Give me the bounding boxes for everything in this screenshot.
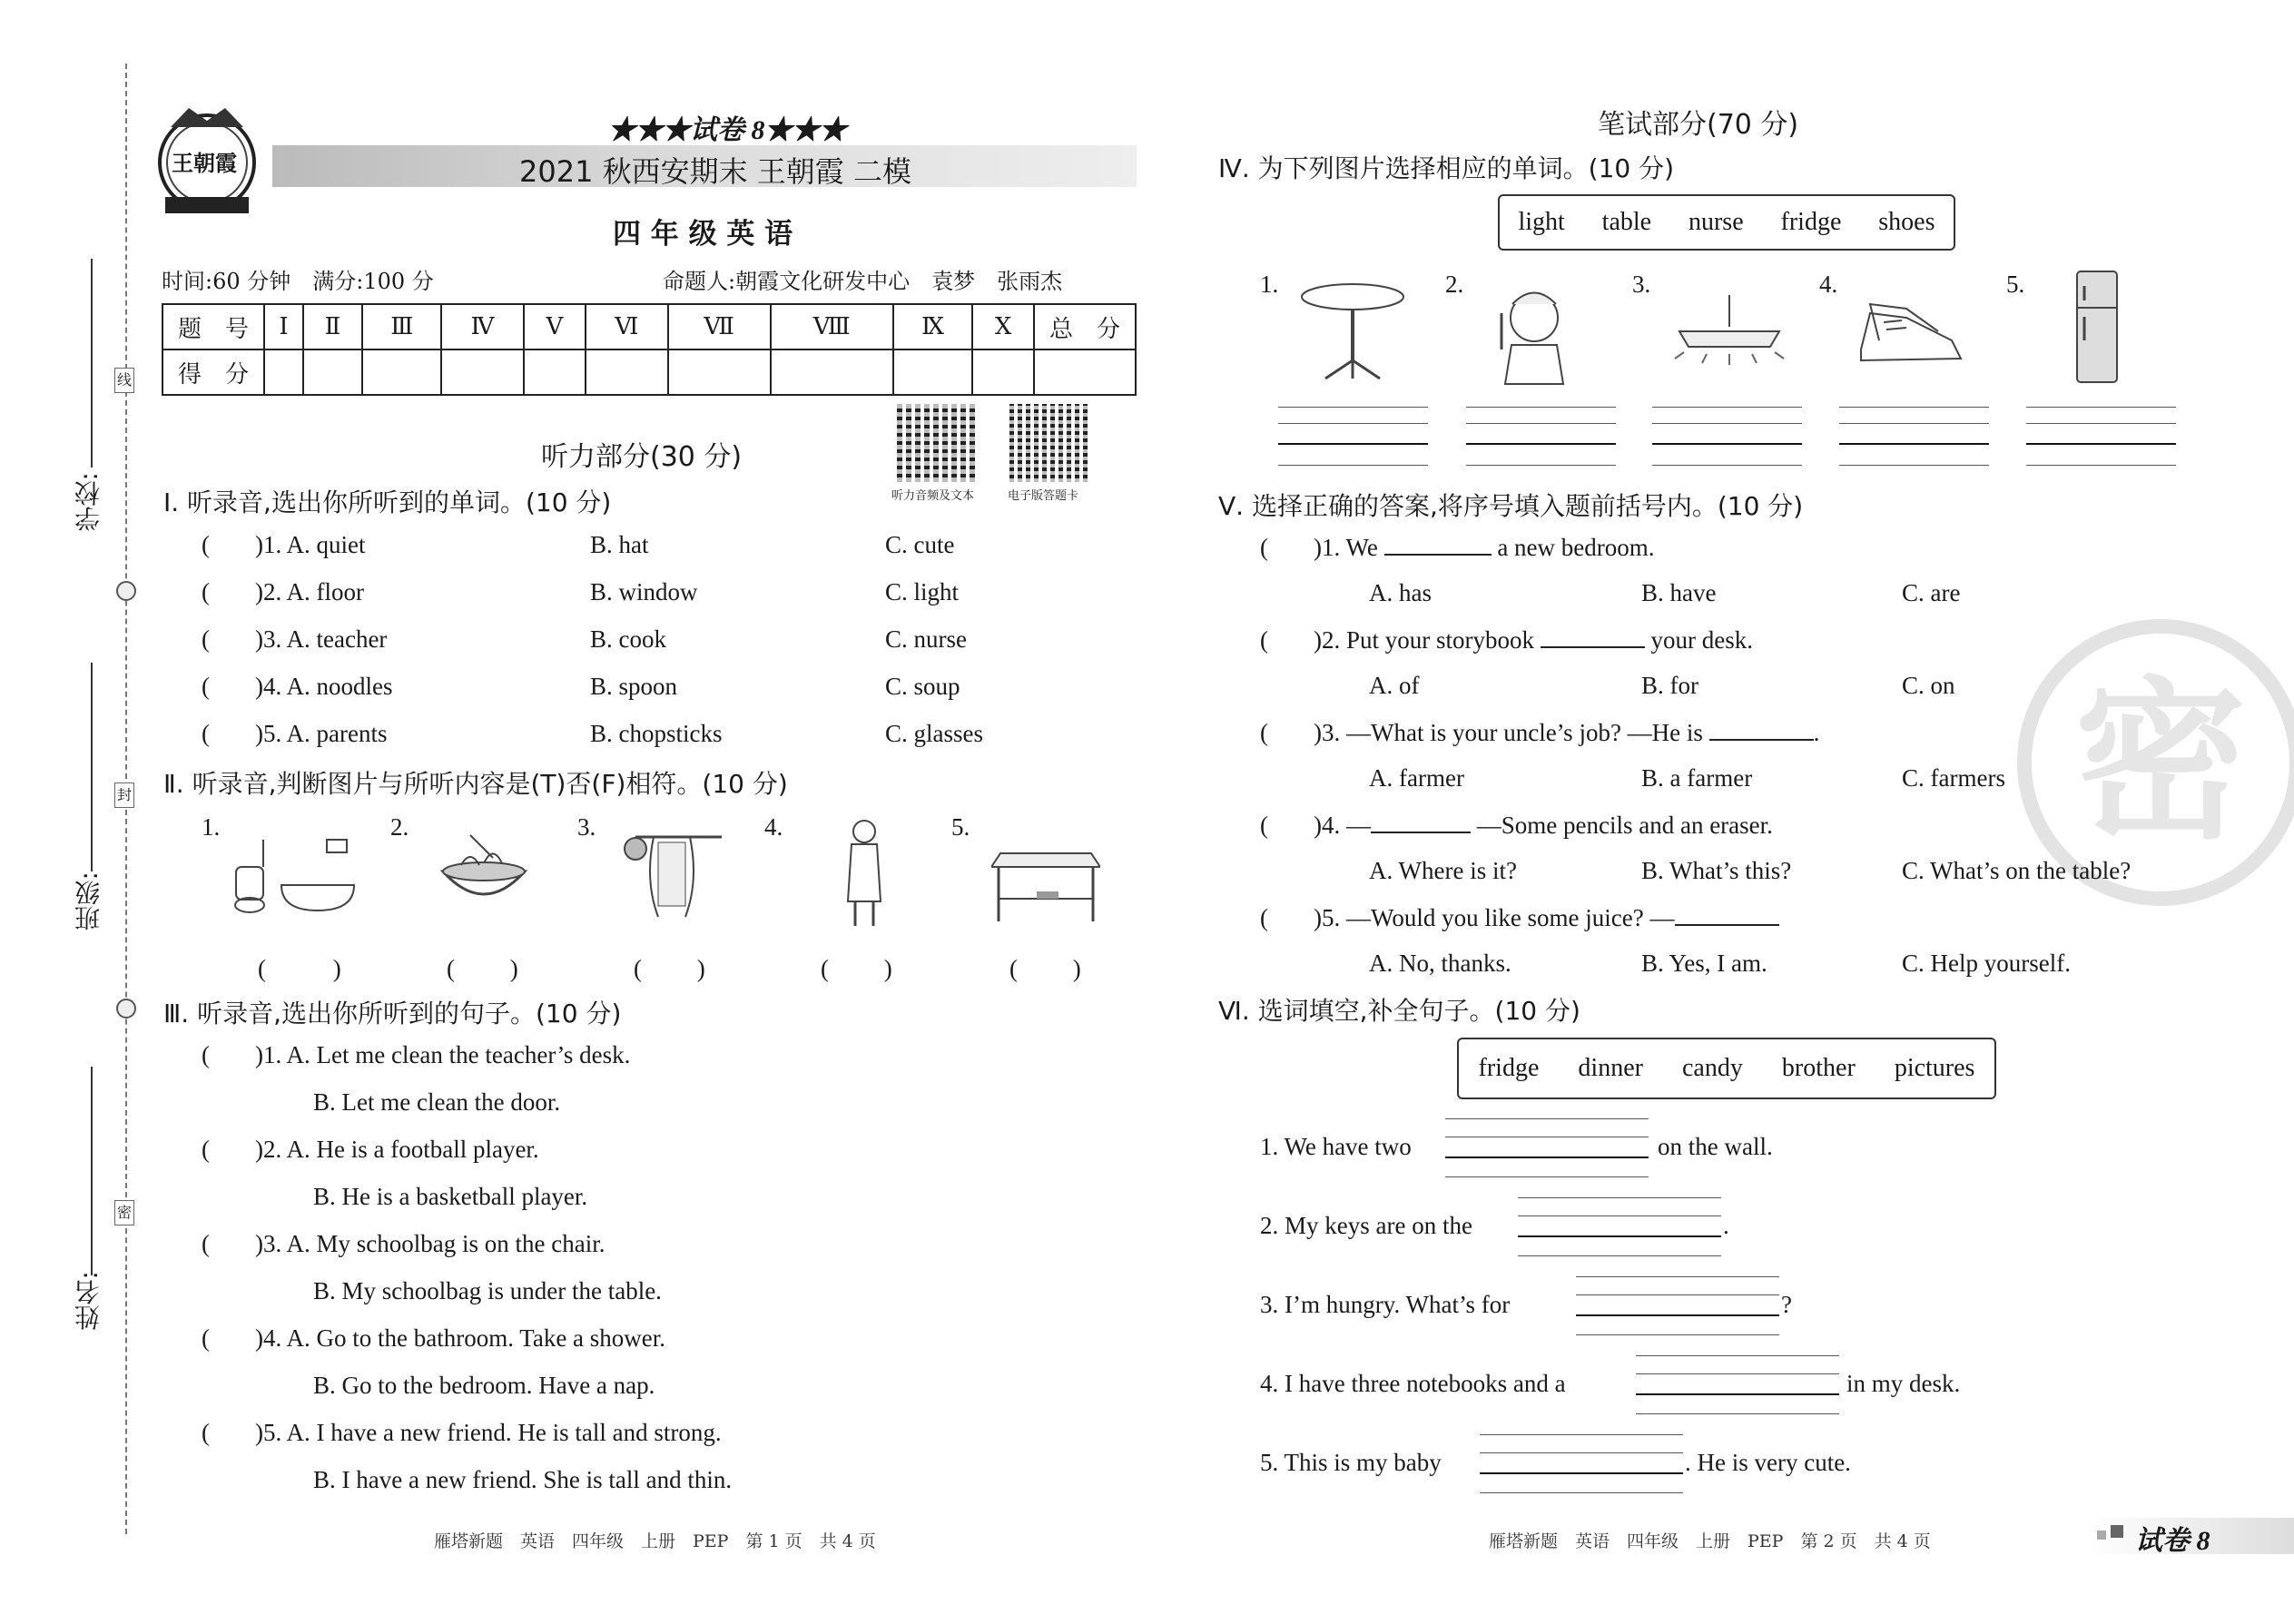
s2-answer-bracket[interactable]: ( ) [258,955,341,982]
s5-item: ( )5. —Would you like some juice? — [1260,904,1779,932]
section-5-heading: Ⅴ. 选择正确的答案,将序号填入题前括号内。(10 分) [1218,491,1804,521]
s1-option-a: )5. A. parents [255,720,388,747]
word-bank-item: nurse [1688,208,1744,236]
s3-option-a: )4. A. Go to the bathroom. Take a shower. [255,1324,666,1352]
s5-option-a: A. has [1369,579,1432,606]
writing-line [1278,407,1428,408]
s4-number: 5. [2006,271,2025,298]
class-write-line [91,663,93,871]
section-3-heading: Ⅲ. 听录音,选出你所听到的句子。(10 分) [163,999,622,1029]
s5-blank[interactable] [1675,924,1779,926]
window-curtains-icon [617,826,726,926]
score-cell[interactable] [524,349,586,395]
score-col: Ⅵ [586,304,668,349]
s5-option-c: C. are [1902,579,1961,606]
s5-stem: )4. — [1314,812,1371,839]
s5-blank[interactable] [1709,739,1814,741]
s5-option-b: B. have [1641,579,1717,606]
section-6-heading: Ⅵ. 选词填空,补全句子。(10 分) [1218,996,1580,1026]
doctor-icon [837,815,891,933]
s5-stem-end: a new bedroom. [1497,534,1655,561]
answer-line[interactable] [1466,443,1616,445]
word-bank-item: shoes [1878,208,1935,236]
name-label: 姓名: [74,1271,103,1331]
s3-item: ( )5. A. I have a new friend. He is tall and strong. [202,1419,722,1446]
s5-stem: )5. —Would you like some juice? — [1314,904,1675,931]
writing-line [1518,1197,1721,1198]
writing-line [1636,1413,1839,1414]
writing-line [1445,1176,1649,1177]
s5-blank[interactable] [1541,646,1645,648]
score-col: Ⅰ [264,304,303,349]
answer-line[interactable] [1445,1156,1649,1158]
binding-mark-seal: 封 [114,782,134,808]
s2-number: 5. [951,813,970,841]
word-bank-4 [1498,194,1955,251]
binding-hole-icon [116,581,136,601]
s2-number: 3. [577,813,596,841]
footer-right: 雁塔新题 英语 四年级 上册 PEP 第 2 页 共 4 页 [1489,1531,1931,1551]
s5-option-c: C. farmers [1902,764,2005,792]
s6-stem: 2. My keys are on the [1260,1212,1472,1239]
authors: 命题人:朝霞文化研发中心 袁梦 张雨杰 [663,269,1063,294]
writing-line [1466,407,1616,408]
writing-line [1466,465,1616,466]
corner-paper-label: 试卷 8 [2135,1526,2210,1556]
writing-line [1480,1492,1683,1493]
writing-line [2026,407,2176,408]
s3-option-a: )3. A. My schoolbag is on the chair. [255,1230,605,1257]
writing-line [1278,465,1428,466]
writing-line [1576,1294,1779,1295]
s1-option-b: B. cook [590,625,666,653]
s1-item: ( )1. A. quiet [202,531,366,558]
class-label: 班级: [74,871,103,931]
table-icon [991,826,1100,926]
s1-item: ( )2. A. floor [202,578,364,605]
s5-option-c: C. Help yourself. [1902,950,2071,977]
score-cell[interactable] [264,349,303,395]
score-col: Ⅱ [303,304,362,349]
brand-logo-text: 王朝霞 [172,151,237,176]
footer-left: 雁塔新题 英语 四年级 上册 PEP 第 1 页 共 4 页 [434,1531,876,1551]
s2-answer-bracket[interactable]: ( ) [1009,955,1081,982]
word-bank-6 [1457,1038,1996,1099]
writing-line [2026,423,2176,424]
s3-option-b: B. He is a basketball player. [313,1183,588,1210]
score-col: Ⅹ [972,304,1034,349]
s4-number: 1. [1260,271,1279,298]
s5-option-b: B. What’s this? [1641,857,1792,884]
exam-title: 2021 秋西安期末 王朝霞 二模 [519,154,911,189]
s5-item: ( )1. We a new bedroom. [1260,534,1655,561]
s1-option-a: )2. A. floor [255,578,364,605]
round-table-icon [1298,277,1407,386]
answer-line[interactable] [1652,443,1802,445]
qr-code-icon[interactable] [897,404,975,482]
s5-stem-end: . [1813,719,1820,746]
corner-square-icon [2111,1525,2123,1538]
s1-option-c: C. soup [885,673,960,700]
s6-stem-end: in my desk. [1846,1370,1961,1397]
s5-item: ( )3. —What is your uncle’s job? —He is . [1260,719,1820,746]
written-title: 笔试部分(70 分) [1598,109,1799,141]
s4-number: 4. [1819,271,1838,298]
qr-caption: 听力音频及文本 [891,489,975,503]
writing-line [1576,1334,1779,1335]
word-bank-item: fridge [1478,1054,1540,1082]
answer-line[interactable] [1839,443,1989,445]
school-label: 学校: [74,472,103,532]
answer-line[interactable] [1576,1314,1779,1316]
writing-line [1518,1255,1721,1256]
score-cell[interactable] [1034,349,1136,395]
s6-stem-end: . [1723,1212,1729,1239]
s2-number: 4. [764,813,783,841]
writing-line [1839,407,1989,408]
paper-badge: ★★★试卷 8★★★ [608,115,847,145]
s2-number: 1. [202,813,221,841]
writing-line [1480,1434,1683,1435]
corner-square-icon [2097,1530,2106,1540]
name-write-line [91,1067,93,1275]
writing-line [1576,1276,1779,1277]
s3-option-a: )1. A. Let me clean the teacher’s desk. [255,1041,631,1068]
writing-line [1466,423,1616,424]
score-cell[interactable] [303,349,362,395]
s1-option-a: )3. A. teacher [255,625,388,653]
score-row-label: 得 分 [162,349,264,395]
score-cell[interactable] [668,349,771,395]
s6-stem: 4. I have three notebooks and a [1260,1370,1566,1397]
writing-line [2026,465,2176,466]
s3-item: ( )3. A. My schoolbag is on the chair. [202,1230,605,1257]
qr-caption: 电子版答题卡 [1008,489,1079,503]
s5-option-b: B. a farmer [1641,764,1753,792]
s1-option-a: )4. A. noodles [255,673,393,700]
writing-line [1652,423,1802,424]
s2-number: 2. [390,813,409,841]
s5-option-c: C. on [1902,672,1955,699]
s1-option-c: C. cute [885,531,955,558]
word-bank-item: table [1601,208,1652,236]
s5-option-b: B. for [1641,672,1698,699]
s5-stem-end: —Some pencils and an eraser. [1476,812,1773,839]
s1-item: ( )3. A. teacher [202,625,388,653]
s5-option-c: C. What’s on the table? [1902,857,2132,884]
word-bank-item: dinner [1578,1054,1643,1082]
binding-mark-line: 线 [114,368,134,393]
nurse-icon [1489,277,1580,386]
answer-line[interactable] [1518,1235,1721,1237]
writing-line [1636,1355,1839,1356]
s5-option-a: A. No, thanks. [1369,950,1511,977]
s5-option-a: A. Where is it? [1369,857,1517,884]
s3-item: ( )2. A. He is a football player. [202,1136,539,1163]
score-table [162,303,1137,396]
s6-stem: 5. This is my baby [1260,1449,1442,1476]
answer-line[interactable] [1278,443,1428,445]
s5-stem: )2. Put your storybook [1314,626,1534,654]
s1-option-b: B. window [590,578,698,605]
s5-stem-end: your desk. [1650,626,1753,654]
score-col: Ⅳ [441,304,523,349]
s1-option-b: B. spoon [590,673,678,700]
time-info: 时间:60 分钟 满分:100 分 [162,269,434,294]
s5-blank[interactable] [1384,554,1492,556]
s3-option-b: B. Go to the bedroom. Have a nap. [313,1372,655,1399]
writing-line [1480,1452,1683,1453]
s5-blank[interactable] [1371,832,1471,833]
answer-line[interactable] [2026,443,2176,445]
watermark-text: 密 [2073,662,2248,862]
word-bank-item: light [1518,208,1565,236]
s1-option-c: C. glasses [885,720,983,747]
s1-option-c: C. nurse [885,625,967,653]
writing-line [1652,407,1802,408]
score-col: Ⅷ [771,304,893,349]
score-cell[interactable] [586,349,668,395]
s1-option-a: )1. A. quiet [255,531,366,558]
score-cell[interactable] [362,349,441,395]
s2-answer-bracket[interactable]: ( ) [447,955,518,982]
answer-line[interactable] [1480,1472,1683,1474]
s3-option-a: )2. A. He is a football player. [255,1136,539,1163]
writing-line [1278,423,1428,424]
s6-stem-end: ? [1781,1291,1792,1318]
s3-option-a: )5. A. I have a new friend. He is tall and strong. [255,1419,722,1446]
s5-option-a: A. of [1369,672,1420,699]
answer-line[interactable] [1636,1393,1839,1395]
s5-item: ( )4. — —Some pencils and an eraser. [1260,812,1773,839]
writing-line [1445,1118,1649,1119]
s3-item: ( )1. A. Let me clean the teacher’s desk. [202,1041,631,1068]
writing-line [1652,465,1802,466]
binding-hole-icon [116,999,136,1019]
score-col: Ⅸ [893,304,972,349]
section-1-heading: Ⅰ. 听录音,选出你所听到的单词。(10 分) [163,487,612,517]
score-cell[interactable] [441,349,523,395]
s3-option-b: B. I have a new friend. She is tall and thin. [313,1466,733,1493]
section-2-heading: Ⅱ. 听录音,判断图片与所听内容是(T)否(F)相符。(10 分) [163,769,788,799]
s6-stem-end: on the wall. [1658,1133,1773,1160]
score-col-total: 总 分 [1034,304,1136,349]
score-col: Ⅶ [668,304,771,349]
writing-line [1839,465,1989,466]
writing-line [1839,423,1989,424]
s5-option-a: A. farmer [1369,764,1464,792]
s1-option-b: B. hat [590,531,649,558]
score-col: Ⅴ [524,304,586,349]
word-bank-item: pictures [1894,1054,1975,1082]
s5-stem: )3. —What is your uncle’s job? —He is [1314,719,1703,746]
binding-mark-secret: 密 [114,1200,134,1225]
score-cell[interactable] [771,349,893,395]
qr-code-icon[interactable] [1009,404,1088,482]
s2-answer-bracket[interactable]: ( ) [821,955,892,982]
word-bank-item: brother [1781,1054,1856,1082]
s4-number: 3. [1632,271,1651,298]
s3-option-b: B. Let me clean the door. [313,1088,561,1116]
word-bank-item: fridge [1780,208,1842,236]
listening-title: 听力部分(30 分) [541,441,743,473]
ceiling-light-icon [1666,290,1793,372]
s5-stem: )1. We [1314,534,1378,561]
bathroom-picture-icon [227,831,363,921]
score-row-label: 题 号 [162,304,264,349]
s6-stem-end: . He is very cute. [1685,1449,1851,1476]
s4-number: 2. [1445,271,1464,298]
writing-line [1636,1373,1839,1374]
s1-option-b: B. chopsticks [590,720,723,747]
s5-option-b: B. Yes, I am. [1641,950,1767,977]
s3-item: ( )4. A. Go to the bathroom. Take a shower. [202,1324,666,1352]
s5-item: ( )2. Put your storybook your desk. [1260,626,1753,654]
score-cell[interactable] [893,349,972,395]
word-bank-item: candy [1682,1054,1743,1082]
s1-item: ( )5. A. parents [202,720,388,747]
sneakers-icon [1852,277,1970,377]
fridge-icon [2070,268,2124,386]
s6-stem: 3. I’m hungry. What’s for [1260,1291,1511,1318]
subject-title: 四 年 级 英 语 [613,218,793,251]
s2-answer-bracket[interactable]: ( ) [634,955,705,982]
score-col: Ⅲ [362,304,441,349]
section-4-heading: Ⅳ. 为下列图片选择相应的单词。(10 分) [1218,153,1675,183]
s6-stem: 1. We have two [1260,1133,1412,1160]
score-cell[interactable] [972,349,1034,395]
s1-item: ( )4. A. noodles [202,673,393,700]
s1-option-c: C. light [885,578,960,605]
noodles-bowl-icon [434,831,534,921]
school-write-line [91,259,93,468]
s3-option-b: B. My schoolbag is under the table. [313,1277,662,1304]
